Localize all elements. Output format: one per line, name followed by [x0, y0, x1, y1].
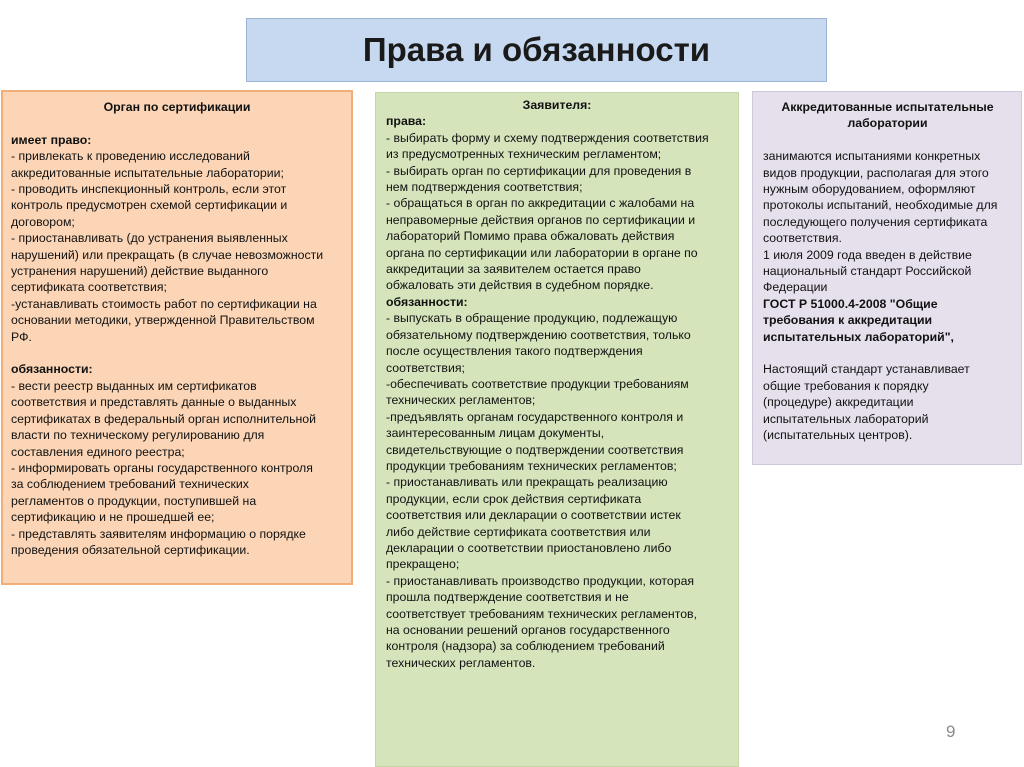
text-line: - выбирать форму и схему подтверждения соответствия	[386, 130, 709, 145]
right-standard	[763, 296, 1012, 345]
text-line: аккредитации за заявителем остается право	[386, 262, 641, 277]
text-line: договором;	[11, 214, 75, 229]
middle-rights-list	[386, 130, 728, 294]
text-line: 1 июля 2009 года введен в действие	[763, 247, 972, 262]
text-line: ГОСТ Р 51000.4-2008 "Общие	[763, 296, 938, 311]
text-line: обжаловать эти действия в судебном порядке.	[386, 278, 654, 293]
text-line: нарушений) или прекращать (в случае невозможности	[11, 247, 324, 262]
text-line: требования к аккредитации	[763, 313, 933, 328]
text-line: соответствия и представлять данные о выданных	[11, 395, 297, 410]
applicant-panel	[375, 92, 739, 767]
text-line: испытательных лабораторий	[763, 411, 929, 426]
certification-body-panel	[1, 90, 353, 585]
text-line: соответствия или декларации о соответствии истек	[386, 508, 681, 523]
text-line: - приостанавливать или прекращать реализацию	[386, 475, 668, 490]
page-title: Права и обязанности	[362, 31, 711, 68]
left-rights-label: имеет право:	[11, 132, 92, 147]
text-line: - обращаться в орган по аккредитации с жалобами на	[386, 196, 695, 211]
text-line: общие требования к порядку	[763, 378, 929, 393]
spacer	[763, 132, 1012, 148]
text-line: устранения нарушений) действие выданного	[11, 264, 269, 279]
middle-heading: Заявителя:	[522, 98, 592, 112]
middle-duties-list	[386, 310, 728, 671]
text-line: органа по сертификации или лаборатории в органе по	[386, 245, 698, 260]
text-line: аккредитованные испытательные лаборатории;	[11, 165, 284, 180]
left-rights-list	[11, 148, 343, 345]
text-line: прошла подтверждение соответствия и не	[386, 590, 629, 605]
text-line: лабораторий Помимо права обжаловать действия	[386, 229, 675, 244]
text-line: - приостанавливать производство продукции, которая	[386, 573, 695, 588]
text-line: обязательному подтверждению соответствия, только	[386, 327, 691, 342]
spacer	[11, 345, 343, 361]
text-line: технических регламентов;	[386, 393, 536, 408]
spacer	[11, 115, 343, 131]
text-line: -обеспечивать соответствие продукции требованиям	[386, 376, 689, 391]
middle-duties-label: обязанности:	[386, 294, 468, 309]
text-line: регламентов о продукции, поступившей на	[11, 493, 257, 508]
text-line: - выпускать в обращение продукцию, подлежащую	[386, 311, 678, 326]
left-heading: Орган по сертификации	[103, 100, 251, 114]
middle-rights-label: права:	[386, 114, 427, 129]
text-line: Федерации	[763, 280, 828, 295]
text-line: прекращено;	[386, 557, 460, 572]
text-line: РФ.	[11, 329, 32, 344]
text-line: -предъявлять органам государственного контроля и	[386, 409, 684, 424]
text-line: соответствия;	[386, 360, 465, 375]
text-line: - приостанавливать (до устранения выявленных	[11, 231, 288, 246]
text-line: технических регламентов.	[386, 655, 536, 670]
text-line: занимаются испытаниями конкретных	[763, 149, 981, 164]
text-line: сертификацию и не прошедшей ее;	[11, 510, 215, 525]
text-line: (испытательных центров).	[763, 428, 913, 443]
text-line: неправомерные действия органов по сертификации и	[386, 212, 696, 227]
text-line: контроль предусмотрен схемой сертификации и	[11, 198, 288, 213]
text-line: на основании решений органов государственного	[386, 623, 670, 637]
text-line: соответствия.	[763, 231, 842, 246]
text-line: сертификатах в федеральный орган исполнительной	[11, 411, 317, 426]
text-line: продукции, если срок действия сертификата	[386, 491, 642, 506]
text-line: либо действие сертификата соответствия или	[386, 524, 651, 539]
right-body	[763, 148, 1012, 296]
text-line: нужным оборудованием, оформляют	[763, 182, 976, 197]
text-line: последующего получения сертификата	[763, 214, 988, 229]
text-line: свидетельствующие о подтверждении соответствия	[386, 442, 684, 457]
text-line: соответствует требованиям технических регламентов,	[386, 606, 698, 621]
text-line: сертификата соответствия;	[11, 280, 167, 295]
text-line: протоколы испытаний, необходимые для	[763, 198, 998, 213]
text-line: Настоящий стандарт устанавливает	[763, 362, 970, 377]
text-line: нем подтверждения соответствия;	[386, 180, 583, 195]
text-line: продукции требованиям технических регламентов;	[386, 458, 677, 473]
text-line: - выбирать орган по сертификации для проведения в	[386, 163, 692, 178]
text-line: (процедуре) аккредитации	[763, 395, 914, 410]
text-line: заинтересованным лицам документы,	[386, 426, 605, 441]
text-line: - привлекать к проведению исследований	[11, 149, 250, 164]
title-box	[246, 18, 827, 82]
text-line: -устанавливать стоимость работ по сертификации на	[11, 296, 317, 311]
text-line: декларации о соответствии приостановлено либо	[386, 540, 672, 555]
text-line: контроля (надзора) за соблюдением требований	[386, 639, 665, 654]
right-heading	[763, 99, 1012, 132]
right-tail	[763, 361, 1012, 443]
text-line: за соблюдением требований технических	[11, 477, 249, 492]
text-line: национальный стандарт Российской	[763, 264, 972, 279]
text-line: власти по техническому регулированию для	[11, 428, 265, 443]
text-line: - представлять заявителям информацию о порядке	[11, 526, 306, 541]
text-line: из предусмотренных техническим регламентом;	[386, 147, 662, 162]
text-line: основании методики, утвержденной Правительством	[11, 313, 315, 328]
left-duties-label: обязанности:	[11, 362, 93, 377]
text-line: видов продукции, располагая для этого	[763, 165, 989, 180]
text-line: после осуществления такого подтверждения	[386, 344, 643, 359]
text-line: - проводить инспекционный контроль, если этот	[11, 182, 287, 197]
text-line: - вести реестр выданных им сертификатов	[11, 378, 257, 393]
text-line: испытательных лабораторий",	[763, 329, 954, 344]
left-duties-list	[11, 378, 343, 558]
text-line: лаборатории	[847, 116, 928, 131]
text-line: Аккредитованные испытательные	[781, 100, 994, 114]
text-line: - информировать органы государственного контроля	[11, 460, 313, 475]
text-line: составления единого реестра;	[11, 444, 185, 459]
text-line: проведения обязательной сертификации.	[11, 542, 250, 557]
page-number: 9	[946, 722, 956, 741]
spacer	[763, 345, 1012, 361]
accredited-labs-panel	[752, 91, 1022, 465]
